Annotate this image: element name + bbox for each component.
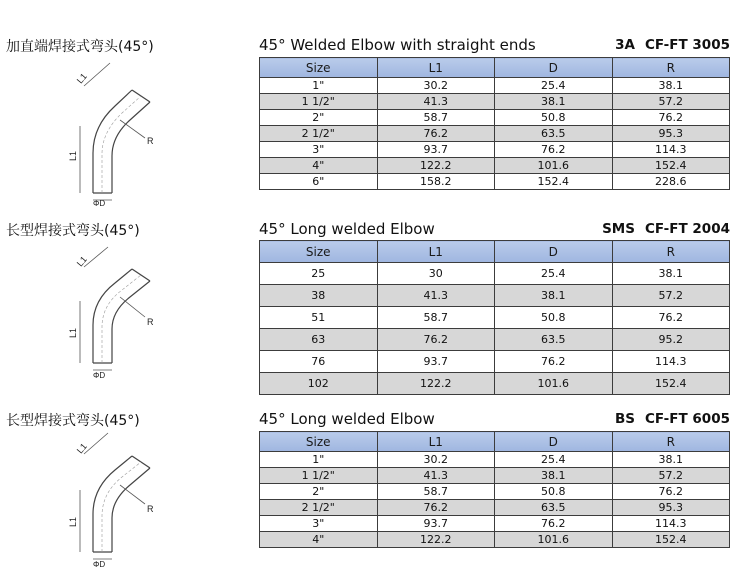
cell-l1: 93.7 <box>377 516 495 532</box>
cell-l1: 76.2 <box>377 126 495 142</box>
cell-r: 95.3 <box>612 126 730 142</box>
spec-table <box>259 240 730 395</box>
header-r: R <box>612 241 730 263</box>
dim-d-label: ΦD <box>93 560 106 569</box>
cell-size: 25 <box>260 263 378 285</box>
cell-l1: 58.7 <box>377 307 495 329</box>
header-size: Size <box>260 241 378 263</box>
table-row <box>260 174 730 190</box>
standard-label: 3A <box>615 37 635 53</box>
table-row <box>260 307 730 329</box>
cell-d: 50.8 <box>495 307 613 329</box>
header-r: R <box>612 432 730 452</box>
cell-r: 57.2 <box>612 94 730 110</box>
cell-l1: 58.7 <box>377 110 495 126</box>
cell-r: 152.4 <box>612 373 730 395</box>
dim-r-label: R <box>147 136 154 146</box>
cell-l1: 122.2 <box>377 158 495 174</box>
cell-size: 3" <box>260 516 378 532</box>
cell-r: 76.2 <box>612 110 730 126</box>
table-row <box>260 285 730 307</box>
cell-l1: 41.3 <box>377 94 495 110</box>
cell-l1: 30.2 <box>377 78 495 94</box>
dim-l1-vertical-label: L1 <box>68 150 78 161</box>
code-label: CF-FT 3005 <box>644 37 730 53</box>
table-row <box>260 532 730 548</box>
dim-l1-vertical-label: L1 <box>68 516 78 527</box>
cell-r: 57.2 <box>612 285 730 307</box>
cell-l1: 158.2 <box>377 174 495 190</box>
cell-d: 76.2 <box>495 351 613 373</box>
cell-d: 76.2 <box>495 516 613 532</box>
cell-size: 1" <box>260 78 378 94</box>
cell-d: 25.4 <box>495 452 613 468</box>
table-row <box>260 126 730 142</box>
cell-r: 95.3 <box>612 500 730 516</box>
header-d: D <box>495 241 613 263</box>
cell-d: 50.8 <box>495 484 613 500</box>
section-title-cn: 加直端焊接式弯头(45°) <box>6 39 154 55</box>
table-row <box>260 468 730 484</box>
cell-r: 38.1 <box>612 78 730 94</box>
cell-l1: 122.2 <box>377 532 495 548</box>
table-header-row <box>260 241 730 263</box>
cell-r: 152.4 <box>612 532 730 548</box>
table-header-row <box>260 432 730 452</box>
table-row <box>260 110 730 126</box>
dim-l1-label: L1 <box>74 441 89 456</box>
standard-label: SMS <box>602 221 635 237</box>
cell-r: 114.3 <box>612 516 730 532</box>
cell-l1: 93.7 <box>377 351 495 373</box>
product-code <box>615 411 730 427</box>
header-size: Size <box>260 432 378 452</box>
header-r: R <box>612 58 730 78</box>
dim-r-label: R <box>147 504 154 514</box>
cell-size: 38 <box>260 285 378 307</box>
section-title-cn: 长型焊接式弯头(45°) <box>6 413 140 429</box>
cell-d: 101.6 <box>495 158 613 174</box>
header-l1: L1 <box>377 241 495 263</box>
spec-table <box>259 57 730 190</box>
cell-r: 38.1 <box>612 263 730 285</box>
table-row <box>260 516 730 532</box>
table-row <box>260 78 730 94</box>
table-row <box>260 142 730 158</box>
cell-size: 2 1/2" <box>260 500 378 516</box>
header-size: Size <box>260 58 378 78</box>
code-label: CF-FT 2004 <box>644 221 730 237</box>
cell-d: 152.4 <box>495 174 613 190</box>
cell-d: 50.8 <box>495 110 613 126</box>
cell-size: 63 <box>260 329 378 351</box>
dim-r-label: R <box>147 317 154 327</box>
cell-r: 76.2 <box>612 484 730 500</box>
elbow-drawing <box>50 58 180 208</box>
elbow-diagram <box>50 245 180 385</box>
standard-label: BS <box>614 411 635 427</box>
cell-r: 38.1 <box>612 452 730 468</box>
table-row <box>260 329 730 351</box>
cell-size: 76 <box>260 351 378 373</box>
cell-size: 2" <box>260 484 378 500</box>
elbow-diagram <box>50 430 180 570</box>
table-row <box>260 373 730 395</box>
table-row <box>260 158 730 174</box>
dim-l1-vertical-label: L1 <box>68 327 78 338</box>
section-title-en: 45° Long welded Elbow <box>259 410 435 428</box>
cell-l1: 41.3 <box>377 468 495 484</box>
elbow-diagram <box>50 58 180 208</box>
cell-r: 114.3 <box>612 351 730 373</box>
table-row <box>260 500 730 516</box>
cell-r: 95.2 <box>612 329 730 351</box>
table-row <box>260 94 730 110</box>
cell-d: 101.6 <box>495 373 613 395</box>
product-code <box>602 221 730 237</box>
cell-size: 6" <box>260 174 378 190</box>
header-l1: L1 <box>377 58 495 78</box>
cell-r: 152.4 <box>612 158 730 174</box>
cell-l1: 122.2 <box>377 373 495 395</box>
cell-d: 63.5 <box>495 329 613 351</box>
cell-d: 38.1 <box>495 468 613 484</box>
elbow-drawing <box>50 430 180 570</box>
cell-d: 38.1 <box>495 94 613 110</box>
table-header-row <box>260 58 730 78</box>
cell-size: 4" <box>260 158 378 174</box>
dim-l1-label: L1 <box>74 254 89 269</box>
cell-r: 228.6 <box>612 174 730 190</box>
cell-d: 25.4 <box>495 263 613 285</box>
cell-d: 101.6 <box>495 532 613 548</box>
cell-l1: 58.7 <box>377 484 495 500</box>
header-l1: L1 <box>377 432 495 452</box>
cell-d: 25.4 <box>495 78 613 94</box>
cell-size: 1 1/2" <box>260 468 378 484</box>
cell-size: 51 <box>260 307 378 329</box>
cell-l1: 30 <box>377 263 495 285</box>
cell-size: 1" <box>260 452 378 468</box>
table-row <box>260 452 730 468</box>
section-title-en: 45° Long welded Elbow <box>259 220 435 238</box>
cell-size: 2" <box>260 110 378 126</box>
spec-table <box>259 431 730 548</box>
cell-size: 4" <box>260 532 378 548</box>
cell-size: 1 1/2" <box>260 94 378 110</box>
cell-d: 63.5 <box>495 126 613 142</box>
code-label: CF-FT 6005 <box>644 411 730 427</box>
section-title-en: 45° Welded Elbow with straight ends <box>259 36 536 54</box>
dim-d-label: ΦD <box>93 371 106 380</box>
cell-size: 2 1/2" <box>260 126 378 142</box>
table-row <box>260 351 730 373</box>
cell-d: 63.5 <box>495 500 613 516</box>
table-row <box>260 484 730 500</box>
header-d: D <box>495 432 613 452</box>
cell-d: 38.1 <box>495 285 613 307</box>
product-code <box>615 37 730 53</box>
dim-l1-label: L1 <box>74 71 89 86</box>
cell-size: 102 <box>260 373 378 395</box>
cell-r: 57.2 <box>612 468 730 484</box>
cell-l1: 30.2 <box>377 452 495 468</box>
cell-size: 3" <box>260 142 378 158</box>
table-row <box>260 263 730 285</box>
cell-r: 114.3 <box>612 142 730 158</box>
section-title-cn: 长型焊接式弯头(45°) <box>6 223 140 239</box>
dim-d-label: ΦD <box>93 199 106 208</box>
cell-l1: 76.2 <box>377 329 495 351</box>
elbow-drawing <box>50 245 180 385</box>
cell-l1: 76.2 <box>377 500 495 516</box>
header-d: D <box>495 58 613 78</box>
cell-l1: 93.7 <box>377 142 495 158</box>
cell-d: 76.2 <box>495 142 613 158</box>
cell-r: 76.2 <box>612 307 730 329</box>
cell-l1: 41.3 <box>377 285 495 307</box>
